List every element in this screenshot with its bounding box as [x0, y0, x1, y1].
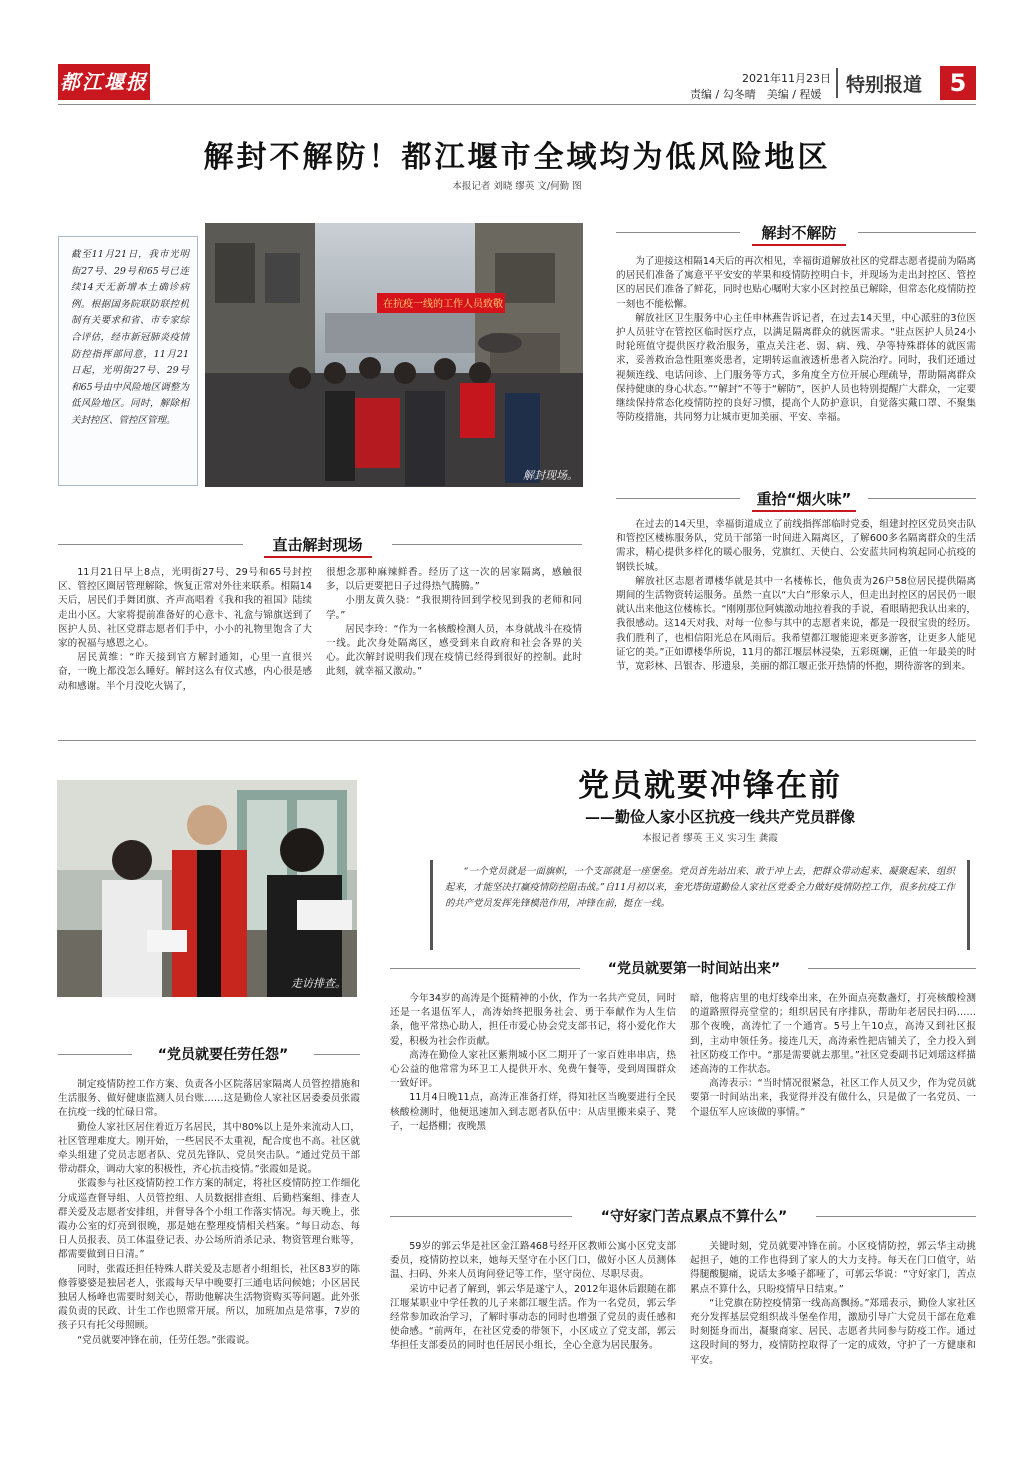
- door-col2-paragraph: “让党旗在防控疫情第一线高高飘扬。”郑瑶表示，勤俭人家社区充分发挥基层党组织战斗堡垒作用，激励引导广大党员干部在危难时刻挺身而出，凝聚商家、居民、志愿者共同参与防疫工作。通过这段时间的努力，疫情防控取得了一定的成效，守护了一方健康和平安。: [690, 1297, 976, 1366]
- live-col1-paragraph: 11月21日早上8点，光明街27号、29号和65号封控区、管控区圈居管理解除，恢复正常对外往来联系。相隔14天后，居民们手舞团旗、齐声高唱着《我和我的祖国》陆续走出小区。大家将提前准备好的心意卡、礼盒与锦旗送到了医护人员、社区党群志愿者们手中，小小的礼物里饱含了大家的祝福与感恩之心。: [58, 567, 312, 650]
- first-col1-paragraph: 高涛在勤俭人家社区紫荆城小区二期开了一家百姓串串店，热心公益的他常常为环卫工人提供开水、免费午餐等，受到周围群众一致好评。: [390, 1049, 676, 1090]
- first-col2-paragraph: 高涛表示：“当时情况很紧急，社区工作人员又少，作为党员就要第一时间站出来，我觉得并没有做什么，只是做了一名党员、一个退伍军人应该做的事情。”: [690, 1078, 976, 1118]
- live-col1-paragraph: 居民黄维：“昨天接到官方解封通知，心里一直很兴奋，一晚上都没怎么睡好。解封这么有仪式感，内心很是感动和感谢。半个月没吃火锅了，: [58, 652, 312, 692]
- labor-title-rule-left: [58, 1054, 132, 1055]
- fire-title-underline: [752, 510, 856, 512]
- fire-column: [616, 518, 976, 674]
- article2-subheadline: ——勤俭人家小区抗疫一线共产党员群像: [584, 808, 855, 826]
- labor-paragraph: 制定疫情防控工作方案、负责各小区院落居家隔离人员管控措施和生活服务、做好健康监测人员台账……这是勤俭人家社区居委委员张霞在抗疫一线的忙碌日常。: [58, 1079, 360, 1119]
- labor-section-title: “党员就要任劳任怨”: [157, 1047, 289, 1063]
- article1-headline: 解封不解防！都江堰市全域均为低风险地区: [203, 140, 831, 175]
- photo-banner-text: 在抗疫一线的工作人员致敬: [383, 299, 503, 310]
- photo-caption: 解封现场。: [523, 469, 578, 482]
- labor-paragraph: “党员就要冲锋在前，任劳任怨。”张霞说。: [77, 1334, 256, 1346]
- door-title-rule-left: [390, 1216, 572, 1217]
- masthead-rule: [58, 104, 976, 105]
- first-title-rule-right: [808, 968, 976, 969]
- fire-paragraph: 解放社区志愿者谭楼华就是其中一名楼栋长，他负责为26户58位居民提供隔离期间的生活物资转运服务。虽然一直以“大白”形象示人，但走出封控区的居民仍一眼就认出来他这位楼栋长。“刚刚那位阿姨激动地拉着我的手说，看眼睛把我认出来的，我很感动。这14天对我、对每一位参与其中的志愿者来说，都是一段很宝贵的经历。我们胜利了，也相信阳光总在风雨后。我希望都江堰能迎来更多游客，让更多人能见证它的美。”正如谭楼华所说，11月的都江堰层林浸染，五彩斑斓，正值一年最美的时节，宽彩林、吕银杏、彤遗泉，美丽的都江堰正张开热情的怀抱，期待游客的到来。: [616, 575, 976, 673]
- article2-photo: [57, 780, 357, 997]
- fire-paragraph: 在过去的14天里，幸福街道成立了前线指挥部临时党委，组建封控区党员突击队和管控区楼栋服务队，党员干部第一时间进入隔离区，了解600多名隔离群众的生活需求，精心提供多样化的暖心服务，党旗红、天使白、公安蓝共同构筑起同心抗疫的钢铁长城。: [616, 519, 976, 573]
- live-column-1: [58, 566, 312, 694]
- labor-paragraph: 同时，张霞还担任特殊人群关爱及志愿者小组组长，社区83岁的陈修蓉婆婆是独居老人，张霞每天早中晚要打三通电话问候她；小区居民独居人杨峰也需要时刻关心，帮助他解决生活物资购买等问题。此外张霞负责的民政、计生工作也照常开展。所以，加班加点是常事，7岁的孩子只有托父母照顾。: [58, 1263, 360, 1332]
- door-col1-paragraph: 采访中记者了解到，郭云华是遂宁人，2012年退休后跟随在都江堰某职业中学任教的儿子来都江堰生活。作为一名党员，郭云华经常参加政治学习，了解时事动态的同时也增强了党员的责任感和使命感。“前两年，在社区党委的带领下，小区成立了党支部，郭云华担任支部委员的同时也任居民小组长，全心全意为居民服务。: [390, 1283, 676, 1352]
- visit-scene-image: [57, 780, 357, 997]
- door-title-rule-right: [816, 1216, 976, 1217]
- live-col2-paragraph: 小朋友黄久骁：“我很期待回到学校见到我的老师和同学。”: [326, 595, 582, 621]
- fire-title-rule-right: [868, 498, 976, 499]
- unlock-scene-image: [205, 223, 583, 487]
- first-col2-paragraph: 暗，他将店里的电灯线牵出来，在外面点亮数盏灯，打亮核酸检测的道路照得亮堂堂的；组织居民有序排队，帮助年老居民扫码……那个夜晚，高涛忙了一个通宵。5号上午10点，高涛又到社区报到，主动申领任务。接连几天，高涛索性把店铺关了，全力投入到社区防疫工作中。“那是需要就去那里。”社区党委副书记刘瑶这样描述高涛的工作状态。: [690, 993, 976, 1076]
- first-col1-paragraph: 11月4日晚11点，高涛正准备打烊，得知社区当晚要进行全民核酸检测时，他便迅速加入到志愿者队伍中：从店里搬来桌子、凳子，一起搭棚；夜晚黑: [390, 1092, 676, 1132]
- section-name: 特别报道: [846, 74, 923, 96]
- article1-byline: 本报记者 刘晓 缪英 文/何勤 图: [452, 181, 582, 192]
- article1-photo: [205, 223, 583, 487]
- unlock-column: [616, 255, 976, 425]
- door-column-2: [690, 1240, 976, 1368]
- first-title-rule-left: [390, 968, 580, 969]
- page-number: 5: [940, 66, 976, 100]
- door-col1-paragraph: 59岁的郭云华是社区金江路468号经开区教师公寓小区党支部委员，疫情防控以来，她每天坚守在小区门口，做好小区人员测体温、扫码、外来人员询问登记等工作，坚守岗位、尽职尽责。: [390, 1241, 676, 1281]
- unlock-title-rule-left: [616, 232, 740, 233]
- unlock-section-title: 解封不解防: [761, 224, 837, 242]
- labor-paragraph: 张霞参与社区疫情防控工作方案的制定，将社区疫情防控工作细化分成巡查督导组、人员管控组、人员数据排查组、后勤档案组、排查人群关爱及志愿者安排组，并督导各个小组工作落实情况。每天晚上，张霞办公室的灯亮到很晚，那是她在整理疫情相关档案。“每日动态、每日人员报表、员工体温登记表、办公场所消杀记录、物资管理台账等，都需要做到日日清。”: [58, 1178, 360, 1261]
- labor-paragraph: 勤俭人家社区居住着近万名居民，其中80%以上是外来流动人口，社区管理难度大。刚开始，一些居民不太重视，配合度也不高。社区就牵头组建了党员志愿者队、党员先锋队、党员突击队。“通过党员干部带动群众，调动大家的积极性，齐心抗击疫情。”张霞如是说。: [58, 1121, 360, 1176]
- unlock-paragraph: 为了迎接这相隔14天后的再次相见，幸福街道解放社区的党群志愿者提前为隔离的居民们准备了寓意平平安安的苹果和疫情防控明白卡，并现场为走出封控区、管控区的居民们准备了鲜花，同时也贴心嘱咐大家小区封控虽已解除，但常态化疫情防控一刻也不能松懈。: [616, 256, 976, 310]
- masthead-divider: [836, 68, 838, 98]
- first-col1-paragraph: 今年34岁的高涛是个挺精神的小伙，作为一名共产党员，同时还是一名退伍军人，高涛始终把服务社会、勇于奉献作为人生信条，他平常热心助人，担任市爱心协会党支部书记，将小爱化作大爱，积极为社会作贡献。: [390, 993, 676, 1047]
- live-col2-paragraph: 居民李玲：“作为一名核酸检测人员，本身就战斗在疫情一线。此次身处隔离区，感受到来自政府和社会各界的关心。此次解封说明我们现在疫情已经得到很好的控制。此时此刻，就幸福又激动。”: [326, 623, 582, 678]
- first-column-2: [690, 992, 976, 1120]
- article2-headline: 党员就要冲锋在前: [578, 768, 842, 804]
- article2-quote-box: [430, 860, 970, 950]
- unlock-title-underline: [752, 244, 846, 246]
- labor-title-rule-right: [314, 1054, 360, 1055]
- issue-date: 2021年11月23日: [742, 72, 831, 85]
- door-section-title: “守好家门苦点累点不算什么”: [600, 1209, 788, 1225]
- live-col2-paragraph: 很想念那种麻辣鲜香。经历了这一次的居家隔离，感触很多，以后更要把日子过得热气腾腾。”: [326, 567, 582, 593]
- first-column-1: [390, 992, 676, 1134]
- unlock-paragraph: 解放社区卫生服务中心主任申林燕告诉记者，在过去14天里，中心派驻的3位医护人员驻守在管控区临时医疗点，以满足隔离群众的就医需求。“驻点医护人员24小时轮班值守提供医疗救治服务，重点关注老、弱、病、残、孕等特殊群体的就医需求，妥善救治急性阻塞炎患者，定期转运血液透析患者入院治疗。同时，我们还通过视频连线、电话问诊、上门服务等方式，多角度全方位开展心理疏导，帮助隔离群众保持健康的身心状态。”“解封”不等于“解防”，医护人员也特别提醒广大群众，一定要继续保持常态化疫情防控的良好习惯，提高个人防护意识，自觉落实戴口罩、不聚集等防疫措施，共同努力让城市更加美丽、平安、幸福。: [616, 312, 976, 424]
- newspaper-logo: 都江堰报: [58, 64, 150, 100]
- live-column-2: [326, 566, 582, 680]
- photo-caption: 走访排查。: [291, 977, 346, 990]
- fire-section-title: 重拾“烟火味”: [756, 490, 852, 508]
- labor-column: [58, 1078, 360, 1348]
- door-col2-paragraph: 关键时刻，党员就要冲锋在前。小区疫情防控，郭云华主动挑起担子，她的工作也得到了家人的大力支持。每天在门口值守，站得腿酸腿痛，说话太多嗓子都哑了，可郭云华说：“守好家门，苦点累点不算什么，只盼疫情早日结束。”: [690, 1241, 976, 1295]
- article2-quote: “一个党员就是一面旗帜，一个支部就是一座堡垒。党员首先站出来、敢于冲上去，把群众带动起来、凝聚起来、组织起来，才能坚决打赢疫情防控阻击战。”自11月初以来，奎光塔街道勤俭人家社区党委全力做好疫情防控工作，很多抗疫工作的共产党员发挥先锋模范作用，冲锋在前，挺在一线。: [445, 866, 955, 909]
- article1-notice-box: 截至11月21日，我市光明街27号、29号和65号已连续14天无新增本土确诊病例。根据国务院联防联控机制有关要求和省、市专家综合评估，经市新冠肺炎疫情防控指挥部同意，11月21日起，光明街27号、29号和65号由中风险地区调整为低风险地区。同时，解除相关封控区、管控区管理。: [58, 236, 198, 486]
- article-divider: [58, 740, 976, 741]
- live-title-rule-left: [58, 544, 243, 545]
- live-section-title: 直击解封现场: [272, 536, 363, 554]
- editors-credit: 责编 / 勾冬晴 美编 / 程媛: [690, 88, 822, 101]
- article2-byline: 本报记者 缪英 王义 实习生 龚霞: [642, 833, 778, 844]
- door-column-1: [390, 1240, 676, 1354]
- live-title-rule-right: [392, 544, 582, 545]
- first-section-title: “党员就要第一时间站出来”: [607, 961, 781, 977]
- fire-title-rule-left: [616, 498, 740, 499]
- live-title-underline: [264, 556, 372, 558]
- unlock-title-rule-right: [858, 232, 976, 233]
